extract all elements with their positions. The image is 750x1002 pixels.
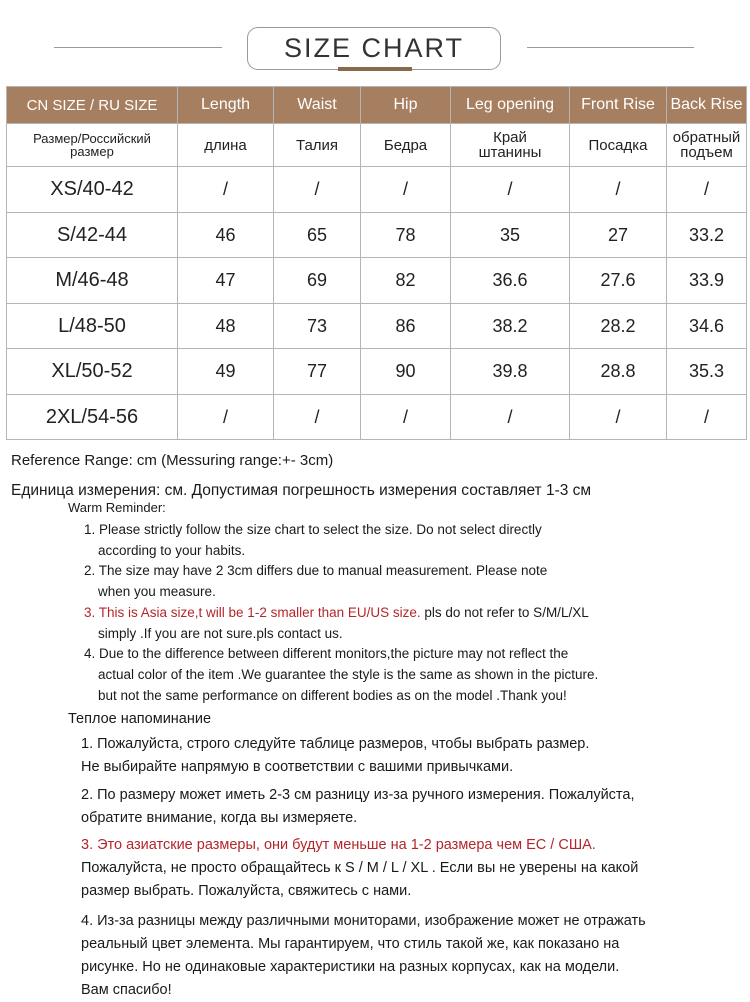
title-divider-right bbox=[527, 47, 694, 48]
reminder-line: when you measure. bbox=[98, 584, 216, 600]
reminder-warning: 3. This is Asia size,t will be 1-2 smaller than EU/US size. bbox=[84, 604, 421, 620]
measurement-cell: 49 bbox=[178, 349, 274, 395]
measurement-cell: 35.3 bbox=[667, 349, 747, 395]
measurement-cell: 69 bbox=[274, 258, 361, 304]
column-header-ru bbox=[570, 124, 667, 167]
measurement-cell: 38.2 bbox=[451, 304, 570, 349]
column-header: CN SIZE / RU SIZE bbox=[7, 87, 178, 124]
table-row bbox=[7, 213, 747, 258]
size-chart-table bbox=[6, 86, 747, 440]
column-header: Hip bbox=[361, 87, 451, 124]
measurement-cell: 90 bbox=[361, 349, 451, 395]
header-row-ru bbox=[7, 124, 747, 167]
measurement-cell: 65 bbox=[274, 213, 361, 258]
measurement-cell: 46 bbox=[178, 213, 274, 258]
measurement-cell: 28.8 bbox=[570, 349, 667, 395]
reminder-line: Пожалуйста, не просто обращайтесь к S / M / L / XL . Если вы не уверены на какой bbox=[81, 860, 639, 876]
header-line: Бедра bbox=[383, 136, 428, 154]
table-row bbox=[7, 258, 747, 304]
table-row bbox=[7, 349, 747, 395]
measurement-cell: / bbox=[274, 167, 361, 213]
reference-range-en: Reference Range: cm (Messuring range:+- 3cm) bbox=[11, 452, 334, 469]
measurement-cell: 77 bbox=[274, 349, 361, 395]
reminder-line: but not the same performance on different bodies as on the model .Thank you! bbox=[98, 687, 567, 703]
reminder-line: 2. По размеру может иметь 2-3 см разницу из-за ручного измерения. Пожалуйста, bbox=[81, 787, 635, 803]
size-label-cell: XL/50-52 bbox=[7, 349, 178, 395]
title-banner bbox=[0, 0, 750, 80]
column-header: Leg opening bbox=[451, 87, 570, 124]
reminder-line: обратите внимание, когда вы измеряете. bbox=[81, 810, 358, 826]
measurement-cell: 39.8 bbox=[451, 349, 570, 395]
measurement-cell: 28.2 bbox=[570, 304, 667, 349]
header-line: Размер/Российский bbox=[33, 131, 151, 146]
measurement-cell: / bbox=[178, 395, 274, 440]
column-header-ru bbox=[667, 124, 747, 167]
measurement-cell: / bbox=[274, 395, 361, 440]
header-row-en bbox=[7, 87, 747, 124]
header-line: длина bbox=[204, 136, 247, 154]
measurement-cell: 35 bbox=[451, 213, 570, 258]
column-header: Back Rise bbox=[667, 87, 747, 124]
column-header-ru bbox=[178, 124, 274, 167]
measurement-cell: 48 bbox=[178, 304, 274, 349]
size-label-cell: 2XL/54-56 bbox=[7, 395, 178, 440]
measurement-cell: 73 bbox=[274, 304, 361, 349]
measurement-cell: 33.9 bbox=[667, 258, 747, 304]
size-label-cell: L/48-50 bbox=[7, 304, 178, 349]
measurement-cell: / bbox=[570, 167, 667, 213]
ru-reminder-item bbox=[81, 733, 731, 779]
measurement-cell: 82 bbox=[361, 258, 451, 304]
header-line: Посадка bbox=[588, 136, 648, 154]
header-line: Талия bbox=[295, 136, 339, 154]
ru-reminder-item bbox=[81, 834, 731, 903]
reminder-line: 1. Пожалуйста, строго следуйте таблице размеров, чтобы выбрать размер. bbox=[81, 736, 590, 752]
reminder-line: 1. Please strictly follow the size chart to select the size. Do not select directly bbox=[84, 522, 542, 537]
header-line: штанины bbox=[478, 144, 542, 161]
measurement-cell: / bbox=[361, 395, 451, 440]
measurement-cell: / bbox=[361, 167, 451, 213]
ru-reminder-item bbox=[81, 784, 731, 830]
column-header-ru bbox=[451, 124, 570, 167]
measurement-cell: 47 bbox=[178, 258, 274, 304]
measurement-cell: / bbox=[178, 167, 274, 213]
table-row bbox=[7, 167, 747, 213]
reminder-line: Вам спасибо! bbox=[81, 982, 172, 998]
measurement-cell: 78 bbox=[361, 213, 451, 258]
reminder-line: Не выбирайте напрямую в соответствии с вашими привычками. bbox=[81, 759, 514, 775]
reminder-line: размер выбрать. Пожалуйста, свяжитесь с нами. bbox=[81, 883, 412, 899]
measurement-cell: 86 bbox=[361, 304, 451, 349]
header-line: обратный bbox=[672, 129, 741, 146]
reminder-text: pls do not refer to S/M/L/XL bbox=[420, 604, 589, 620]
reminder-line: actual color of the item .We guarantee the style is the same as shown in the picture. bbox=[98, 666, 599, 682]
column-header: Front Rise bbox=[570, 87, 667, 124]
column-header-ru bbox=[361, 124, 451, 167]
size-label-cell: XS/40-42 bbox=[7, 167, 178, 213]
measurement-cell: 27.6 bbox=[570, 258, 667, 304]
reminder-line: реальный цвет элемента. Мы гарантируем, что стиль такой же, как показано на bbox=[81, 936, 620, 952]
measurement-cell: 34.6 bbox=[667, 304, 747, 349]
header-line: подъем bbox=[680, 144, 733, 161]
column-header: Waist bbox=[274, 87, 361, 124]
measurement-cell: / bbox=[570, 395, 667, 440]
header-line: размер bbox=[70, 144, 114, 159]
reminder-line: 4. Due to the difference between different monitors,the picture may not reflect the bbox=[84, 646, 569, 662]
reminder-line: 2. The size may have 2 3cm differs due to manual measurement. Please note bbox=[84, 563, 548, 579]
measurement-cell: / bbox=[667, 167, 747, 213]
size-label-cell: S/42-44 bbox=[7, 213, 178, 258]
reminder-line: рисунке. Но не одинаковые характеристики на разных корпусах, как на модели. bbox=[81, 959, 620, 975]
header-line: Край bbox=[493, 129, 527, 146]
reminder-line: simply .If you are not sure.pls contact us. bbox=[98, 625, 343, 641]
measurement-cell: / bbox=[667, 395, 747, 440]
reminder-line: according to your habits. bbox=[98, 542, 246, 558]
table-row bbox=[7, 395, 747, 440]
table-row bbox=[7, 304, 747, 349]
reference-range-ru: Единица измерения: см. Допустимая погрешность измерения составляет 1-3 см bbox=[11, 482, 592, 499]
reminder-line bbox=[84, 603, 704, 624]
reminder-line: 4. Из-за разницы между различными мониторами, изображение может не отражать bbox=[81, 913, 646, 929]
page-title: SIZE CHART bbox=[247, 27, 501, 70]
column-header-ru bbox=[7, 124, 178, 167]
title-divider-left bbox=[54, 47, 222, 48]
title-accent-bar bbox=[338, 67, 412, 71]
measurement-cell: / bbox=[451, 167, 570, 213]
ru-reminder-title: Теплое напоминание bbox=[68, 711, 212, 727]
measurement-cell: / bbox=[451, 395, 570, 440]
reminder-warning: 3. Это азиатские размеры, они будут меньше на 1-2 размера чем ЕС / США. bbox=[81, 837, 596, 853]
measurement-cell: 33.2 bbox=[667, 213, 747, 258]
size-label-cell: M/46-48 bbox=[7, 258, 178, 304]
column-header: Length bbox=[178, 87, 274, 124]
column-header-ru bbox=[274, 124, 361, 167]
measurement-cell: 27 bbox=[570, 213, 667, 258]
ru-reminder-item bbox=[81, 910, 731, 1002]
warm-reminder-title: Warm Reminder: bbox=[68, 500, 166, 515]
size-table-body bbox=[7, 167, 747, 440]
measurement-cell: 36.6 bbox=[451, 258, 570, 304]
warm-reminder-list bbox=[84, 520, 704, 706]
